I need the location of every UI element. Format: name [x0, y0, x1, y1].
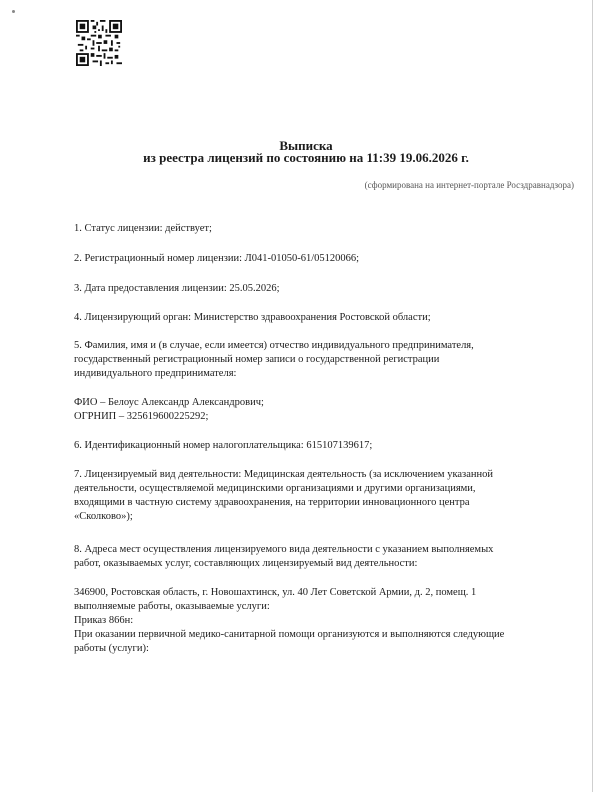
primary-care-line-2: работы (услуги):	[74, 643, 149, 654]
activity-line-3: входящими в частную систему здравоохранения, на территории инновационного центра	[74, 497, 470, 508]
activity-line-1: 7. Лицензируемый вид деятельности: Медицинская деятельность (за исключением указанной	[74, 469, 493, 480]
source-note: (сформирована на интернет-портале Росздравнадзора)	[364, 180, 574, 190]
document-title: Выписка	[279, 138, 333, 153]
fio-line: ФИО – Белоус Александр Александрович;	[74, 397, 264, 408]
qr-code	[76, 20, 122, 66]
addresses-line-1: 8. Адреса мест осуществления лицензируемого вида деятельности с указанием выполняемых	[74, 544, 494, 555]
license-date: 3. Дата предоставления лицензии: 25.05.2026;	[74, 283, 280, 294]
activity-line-2: деятельности, осуществляемой медицинскими организациями и другими организациями,	[74, 483, 476, 494]
license-number: 2. Регистрационный номер лицензии: Л041-01050-61/05120066;	[74, 253, 360, 264]
entrepreneur-line-1: 5. Фамилия, имя и (в случае, если имеется) отчество индивидуального предпринимателя,	[74, 340, 474, 351]
primary-care-line-1: При оказании первичной медико-санитарной помощи организуются и выполняются следующие	[74, 629, 505, 640]
license-status: 1. Статус лицензии: действует;	[74, 223, 212, 234]
entrepreneur-section	[74, 339, 574, 381]
addresses-section	[74, 543, 574, 571]
document-subtitle: из реестра лицензий по состоянию на 11:39 19.06.2026 г.	[143, 150, 469, 165]
licensing-authority: 4. Лицензирующий орган: Министерство здравоохранения Ростовской области;	[74, 312, 431, 323]
entrepreneur-line-3: индивидуального предпринимателя:	[74, 368, 237, 379]
scan-edge-line	[592, 0, 593, 792]
addresses-line-2: работ, оказываемых услуг, составляющих лицензируемый вид деятельности:	[74, 558, 418, 569]
address-line-1: 346900, Ростовская область, г. Новошахтинск, ул. 40 Лет Советской Армии, д. 2, помещ. 1	[74, 587, 477, 598]
address-line-2: выполняемые работы, оказываемые услуги:	[74, 601, 270, 612]
scan-speck	[12, 10, 15, 13]
ogrnip-line: ОГРНИП – 325619600225292;	[74, 411, 209, 422]
address-details	[74, 586, 574, 656]
taxpayer-id: 6. Идентификационный номер налогоплательщика: 615107139617;	[74, 440, 373, 451]
activity-line-4: «Сколково»);	[74, 511, 133, 522]
entrepreneur-line-2: государственный регистрационный номер записи о государственной регистрации	[74, 354, 440, 365]
entrepreneur-details	[74, 396, 574, 424]
order-line: Приказ 866н:	[74, 615, 134, 626]
activity-section	[74, 468, 574, 524]
